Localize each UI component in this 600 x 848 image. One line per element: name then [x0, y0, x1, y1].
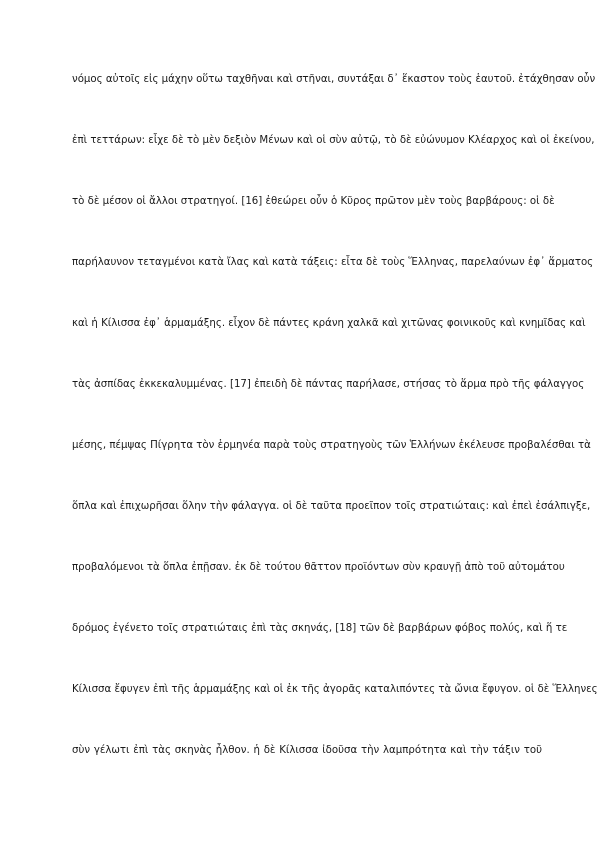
text-line: ὅπλα καὶ ἐπιχωρῆσαι ὅλην τὴν φάλαγγα. οἱ δὲ ταῦτα προεῖπον τοῖς στρατιώταις: καὶ ἐπεὶ ἐσάλπιγξε,	[72, 501, 591, 512]
text-line: δρόμος ἐγένετο τοῖς στρατιώταις ἐπὶ τὰς σκηνάς, [18] τῶν δὲ βαρβάρων φόβος πολύς, καὶ ἥ τε	[72, 623, 568, 634]
text-line: μέσης, πέμψας Πίγρητα τὸν ἑρμηνέα παρὰ τοὺς στρατηγοὺς τῶν Ἑλλήνων ἐκέλευσε προβαλέσθαι τὰ	[72, 440, 591, 451]
text-line: νόμος αὐτοῖς εἰς μάχην οὕτω ταχθῆναι καὶ στῆναι, συντάξαι δ᾽ ἕκαστον τοὺς ἑαυτοῦ. ἐτάχθησαν οὖν	[72, 74, 596, 85]
text-line: τὰς ἀσπίδας ἐκκεκαλυμμένας. [17] ἐπειδὴ δὲ πάντας παρήλασε, στήσας τὸ ἅρμα πρὸ τῆς φάλαγγος	[72, 379, 585, 390]
text-line: τὸ δὲ μέσον οἱ ἄλλοι στρατηγοί. [16] ἐθεώρει οὖν ὁ Κῦρος πρῶτον μὲν τοὺς βαρβάρους: οἱ δὲ	[72, 196, 555, 207]
text-line: προβαλόμενοι τὰ ὅπλα ἐπῇσαν. ἐκ δὲ τούτου θᾶττον προϊόντων σὺν κραυγῇ ἀπὸ τοῦ αὐτομάτου	[72, 562, 565, 573]
text-line: καὶ ἡ Κίλισσα ἐφ᾽ ἁρμαμάξης. εἶχον δὲ πάντες κράνη χαλκᾶ καὶ χιτῶνας φοινικοῦς καὶ κνημῖδας καὶ	[72, 318, 586, 329]
text-line: σὺν γέλωτι ἐπὶ τὰς σκηνὰς ἦλθον. ἡ δὲ Κίλισσα ἰδοῦσα τὴν λαμπρότητα καὶ τὴν τάξιν τοῦ	[72, 745, 542, 756]
text-line: Κίλισσα ἔφυγεν ἐπὶ τῆς ἁρμαμάξης καὶ οἱ ἐκ τῆς ἀγορᾶς καταλιπόντες τὰ ὤνια ἔφυγον. οἱ δὲ Ἕλληνες	[72, 684, 598, 695]
text-line: παρήλαυνον τεταγμένοι κατὰ ἴλας καὶ κατὰ τάξεις: εἶτα δὲ τοὺς Ἕλληνας, παρελαύνων ἐφ᾽ ἅρματος	[72, 257, 594, 268]
text-line: ἐπὶ τεττάρων: εἶχε δὲ τὸ μὲν δεξιὸν Μένων καὶ οἱ σὺν αὐτῷ, τὸ δὲ εὐώνυμον Κλέαρχος καὶ οἱ ἐκείνου,	[72, 135, 595, 146]
